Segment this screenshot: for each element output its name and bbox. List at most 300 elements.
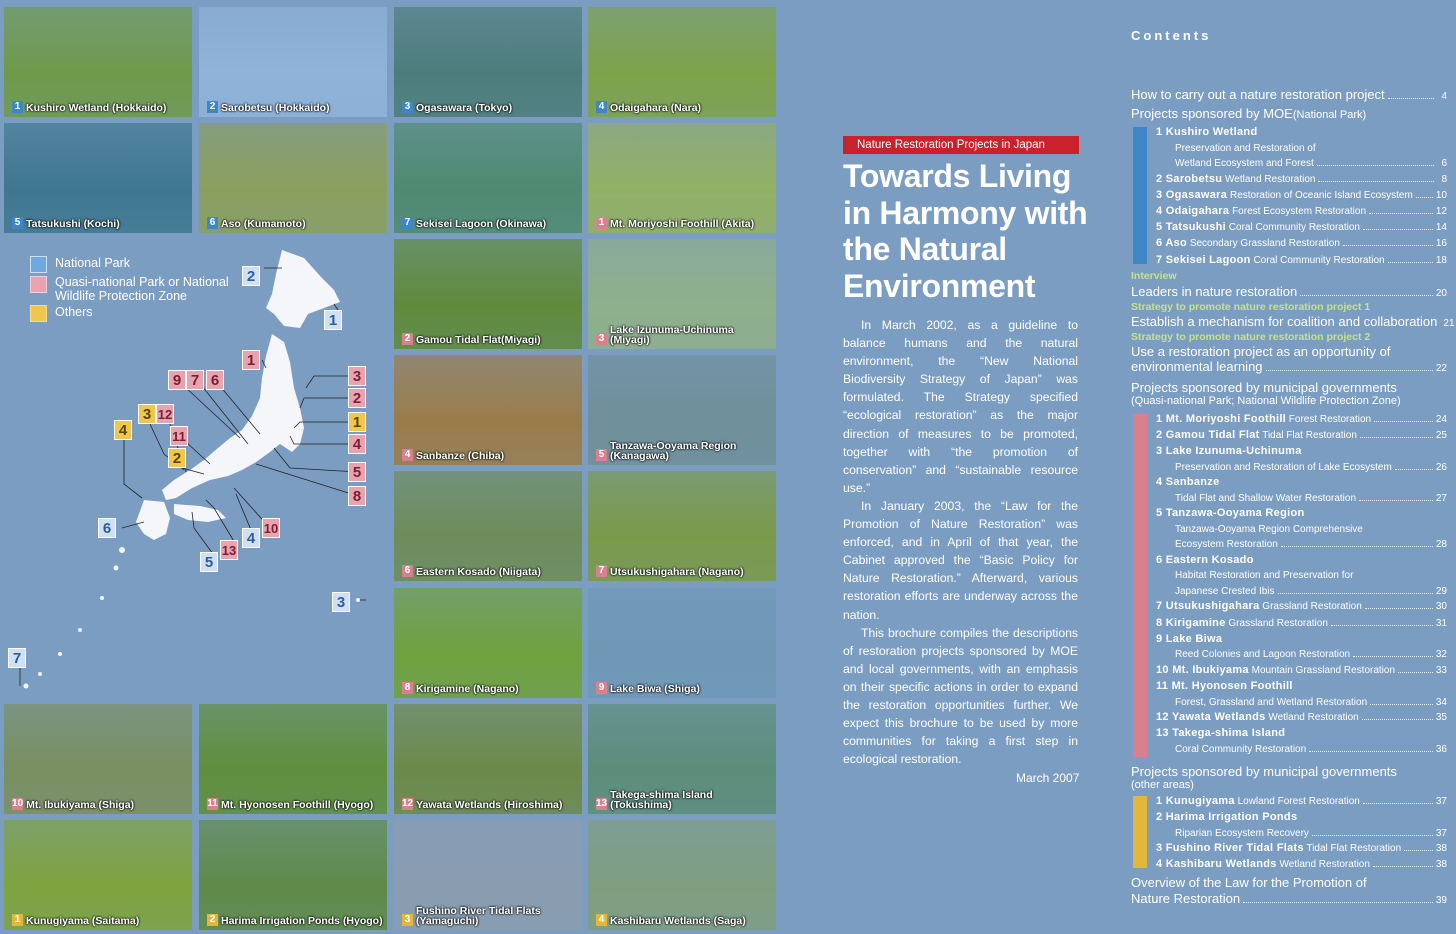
toc-text: Projects sponsored by MOE bbox=[1131, 106, 1293, 121]
toc-item-name: 6 Eastern Kosado bbox=[1156, 553, 1254, 566]
photo-caption bbox=[596, 790, 772, 810]
intro-paragraph: In January 2003, the “Law for the Promotion of Nature Restoration” was enforced, and in April of that year, the Cabinet approved the “Basic Policy for Nature Restoration.” Afterward, various restoration efforts are underway across the nation. bbox=[843, 498, 1078, 622]
toc-page: 10 bbox=[1435, 189, 1447, 201]
toc-leader bbox=[1312, 835, 1433, 836]
toc-row bbox=[1131, 678, 1447, 692]
legend-national-park bbox=[30, 256, 130, 273]
photo-label: Mt. Hyonosen Foothill (Hyogo) bbox=[221, 799, 374, 811]
toc-item-desc: Reed Colonies and Lagoon Restoration bbox=[1175, 649, 1351, 661]
toc-row bbox=[1131, 299, 1447, 313]
map-marker: 1 bbox=[348, 412, 366, 432]
legend-swatch bbox=[30, 305, 47, 322]
photo-number-badge: 8 bbox=[402, 682, 413, 694]
photo-tile bbox=[588, 7, 776, 117]
toc-leader bbox=[1388, 262, 1433, 263]
toc-item-desc: Lowland Forest Restoration bbox=[1234, 796, 1360, 807]
photo-tile bbox=[588, 704, 776, 814]
toc-row bbox=[1131, 171, 1447, 185]
toc-row bbox=[1131, 105, 1447, 121]
photo-caption bbox=[12, 217, 188, 229]
toc-text: environmental learning bbox=[1131, 359, 1263, 374]
toc-leader bbox=[1318, 181, 1434, 182]
photo-number-badge: 6 bbox=[207, 217, 218, 229]
map-marker: 7 bbox=[8, 648, 26, 668]
map-marker: 12 bbox=[156, 404, 174, 424]
photo-tile bbox=[588, 588, 776, 698]
photo-caption bbox=[207, 101, 383, 113]
toc-page: 27 bbox=[1435, 492, 1447, 504]
toc-item-desc: Forest, Grassland and Wetland Restoration bbox=[1175, 696, 1368, 708]
photo-label: Kashibaru Wetlands (Saga) bbox=[610, 915, 746, 927]
toc-row bbox=[1131, 140, 1447, 154]
photo-caption bbox=[207, 217, 383, 229]
toc-item-desc: Wetland Restoration bbox=[1222, 173, 1316, 185]
toc-label: Interview bbox=[1131, 270, 1177, 282]
toc-leader bbox=[1395, 469, 1433, 470]
photo-label: Tatsukushi (Kochi) bbox=[26, 218, 120, 230]
toc-text: How to carry out a nature restoration project bbox=[1131, 87, 1385, 102]
toc-row bbox=[1131, 709, 1447, 723]
toc-row bbox=[1131, 268, 1447, 282]
toc-page: 38 bbox=[1435, 859, 1447, 871]
photo-number-badge: 3 bbox=[402, 914, 413, 926]
toc-item bbox=[1156, 445, 1302, 457]
toc-item-name: 13 Takega-shima Island bbox=[1156, 727, 1286, 740]
toc-row bbox=[1131, 474, 1447, 488]
photo-tile bbox=[588, 471, 776, 581]
toc-page: 22 bbox=[1435, 363, 1447, 374]
toc-row bbox=[1131, 646, 1447, 660]
photo-label: Sarobetsu (Hokkaido) bbox=[221, 102, 330, 114]
legend-swatch bbox=[30, 256, 47, 273]
toc-item-name: 4 Kashibaru Wetlands bbox=[1156, 858, 1277, 871]
toc-leader bbox=[1331, 625, 1433, 626]
photo-number-badge: 10 bbox=[12, 798, 24, 809]
toc-page: 38 bbox=[1435, 843, 1447, 855]
photo-tile bbox=[4, 820, 192, 930]
toc-item bbox=[1156, 600, 1362, 612]
toc-item-name: 11 Mt. Hyonosen Foothill bbox=[1156, 680, 1293, 692]
map-marker: 8 bbox=[348, 486, 366, 506]
toc-item bbox=[1156, 237, 1340, 249]
photo-caption bbox=[596, 565, 772, 577]
photo-number-badge: 11 bbox=[207, 798, 218, 809]
toc-item bbox=[1156, 664, 1395, 676]
toc-item-name: 3 Lake Izunuma-Uchinuma bbox=[1156, 445, 1302, 458]
photo-tile bbox=[588, 820, 776, 930]
toc-page: 30 bbox=[1435, 601, 1447, 613]
toc-row bbox=[1131, 358, 1447, 374]
toc-item bbox=[1156, 554, 1254, 566]
toc-label: Strategy to promote nature restoration project 2 bbox=[1131, 331, 1371, 343]
toc-row bbox=[1131, 490, 1447, 504]
toc-leader bbox=[1360, 437, 1433, 438]
toc-leader bbox=[1243, 902, 1433, 903]
photo-number-badge: 2 bbox=[207, 101, 218, 113]
toc-item bbox=[1156, 507, 1305, 519]
toc-item-desc: Coral Community Restoration bbox=[1250, 254, 1385, 266]
photo-number-badge: 12 bbox=[402, 798, 414, 809]
toc-item-desc: Wetland Restoration bbox=[1265, 712, 1359, 723]
toc-item bbox=[1156, 811, 1297, 823]
toc-item-desc: Grassland Restoration bbox=[1259, 601, 1362, 613]
toc-item-desc: Tanzawa-Ooyama Region Comprehensive bbox=[1175, 523, 1363, 535]
photo-tile bbox=[394, 123, 582, 233]
photo-number-badge: 7 bbox=[402, 217, 413, 229]
toc-leader bbox=[1343, 245, 1433, 246]
toc-leader bbox=[1363, 229, 1433, 230]
toc-row bbox=[1131, 809, 1447, 823]
photo-tile bbox=[394, 239, 582, 349]
toc-row bbox=[1131, 631, 1447, 645]
toc-leader bbox=[1388, 98, 1434, 99]
toc-item bbox=[1156, 858, 1370, 870]
photo-caption bbox=[596, 217, 772, 229]
toc-leader bbox=[1317, 165, 1434, 166]
toc-item bbox=[1156, 189, 1413, 201]
toc-row bbox=[1131, 856, 1447, 870]
toc-category-bar bbox=[1133, 414, 1147, 757]
toc-page: 31 bbox=[1435, 617, 1447, 629]
map-marker: 5 bbox=[348, 462, 366, 482]
map-marker: 5 bbox=[200, 552, 218, 572]
toc-item bbox=[1156, 413, 1371, 425]
toc-leader bbox=[1300, 295, 1433, 296]
toc-item-desc: Coral Community Restoration bbox=[1226, 222, 1360, 234]
toc-note: (Quasi-national Park; National Wildlife Protection Zone) bbox=[1131, 395, 1401, 407]
toc-leader bbox=[1359, 500, 1433, 501]
photo-tile bbox=[394, 820, 582, 930]
toc-row bbox=[1131, 874, 1447, 890]
toc-item bbox=[1156, 126, 1257, 138]
toc-leader bbox=[1374, 421, 1433, 422]
toc-text: Nature Restoration bbox=[1131, 891, 1241, 906]
map-marker: 7 bbox=[186, 370, 204, 390]
toc-page: 18 bbox=[1435, 254, 1447, 266]
toc-item-desc: Forest Restoration bbox=[1286, 414, 1372, 425]
intro-paragraph: In March 2002, as a guideline to balance humans and the natural environment, the “New National Biodiversity Strategy of Japan” was formulated. The Strategy specified “ecological restoration” as the major direction of measures to be promoted, together with “the promotion of conservation” and “sustainable resource use.” bbox=[843, 318, 1078, 495]
toc-category-bar bbox=[1133, 796, 1147, 868]
photo-caption bbox=[596, 101, 772, 113]
photo-number-badge: 4 bbox=[596, 101, 607, 113]
page-title: Towards Living in Harmony with the Natural Environment bbox=[843, 158, 1088, 304]
map-marker: 6 bbox=[206, 370, 224, 390]
photo-label: Mt. Moriyoshi Foothill (Akita) bbox=[610, 218, 755, 230]
legend-others bbox=[30, 305, 93, 322]
toc-item-name: 4 Odaigahara bbox=[1156, 204, 1230, 217]
photo-label: Eastern Kosado (Niigata) bbox=[416, 566, 541, 578]
photo-tile bbox=[199, 7, 387, 117]
map-marker: 3 bbox=[138, 404, 156, 424]
map-marker: 3 bbox=[332, 592, 350, 612]
toc-row bbox=[1131, 393, 1447, 407]
toc-item-name: 7 Sekisei Lagoon bbox=[1156, 253, 1251, 266]
toc-row bbox=[1131, 840, 1447, 854]
toc-page: 8 bbox=[1441, 173, 1447, 185]
photo-number-badge: 13 bbox=[596, 798, 608, 809]
photo-number-badge: 5 bbox=[12, 217, 23, 229]
toc-item-desc: Coral Community Restoration bbox=[1175, 743, 1307, 755]
toc-text: Projects sponsored by municipal governments bbox=[1131, 764, 1397, 779]
toc-label: Strategy to promote nature restoration project 1 bbox=[1131, 301, 1371, 313]
map-marker: 13 bbox=[220, 540, 238, 560]
photo-caption bbox=[596, 914, 772, 926]
toc-page: 39 bbox=[1435, 895, 1447, 906]
toc-page: 14 bbox=[1435, 222, 1447, 234]
toc-item-desc: Mountain Grassland Restoration bbox=[1248, 664, 1396, 676]
photo-number-badge: 3 bbox=[596, 333, 607, 345]
photo-caption bbox=[402, 906, 578, 926]
toc-item bbox=[1156, 173, 1315, 185]
toc-note: (other areas) bbox=[1131, 779, 1194, 791]
toc-page: 37 bbox=[1435, 796, 1447, 807]
photo-label: Odaigahara (Nara) bbox=[610, 102, 702, 114]
map-marker: 4 bbox=[242, 528, 260, 548]
toc-item-desc: Tidal Flat Restoration bbox=[1259, 430, 1357, 442]
toc-item bbox=[1156, 254, 1385, 266]
map-marker: 2 bbox=[348, 388, 366, 408]
toc-item-desc: Habitat Restoration and Preservation for bbox=[1175, 570, 1354, 582]
toc-leader bbox=[1353, 656, 1433, 657]
toc-row bbox=[1131, 567, 1447, 581]
toc-item-name: 10 Mt. Ibukiyama bbox=[1156, 663, 1249, 676]
toc-row bbox=[1131, 598, 1447, 612]
toc-text: Overview of the Law for the Promotion of bbox=[1131, 875, 1367, 890]
toc-page: 6 bbox=[1441, 158, 1447, 169]
toc-item-desc: Preservation and Restoration of Lake Ecosystem bbox=[1175, 461, 1392, 473]
toc-row bbox=[1131, 203, 1447, 217]
toc-page: 33 bbox=[1435, 664, 1447, 676]
photo-number-badge: 1 bbox=[12, 101, 23, 113]
toc-row bbox=[1131, 694, 1447, 708]
toc-item bbox=[1156, 617, 1328, 629]
toc-item-desc: Restoration of Oceanic Island Ecosystem bbox=[1227, 189, 1413, 201]
photo-caption bbox=[596, 682, 772, 694]
section-tag: Nature Restoration Projects in Japan bbox=[843, 136, 1079, 154]
toc-leader bbox=[1266, 370, 1433, 371]
toc-leader bbox=[1416, 197, 1433, 198]
toc-category-bar bbox=[1133, 127, 1147, 264]
toc-item bbox=[1156, 727, 1285, 739]
photo-tile bbox=[199, 123, 387, 233]
intro-text bbox=[843, 316, 1078, 768]
photo-number-badge: 6 bbox=[402, 565, 413, 577]
map-marker: 4 bbox=[348, 434, 366, 454]
toc-item-name: 2 Sarobetsu bbox=[1156, 172, 1223, 185]
photo-label: Kushiro Wetland (Hokkaido) bbox=[26, 102, 167, 114]
toc-row bbox=[1131, 521, 1447, 535]
toc-page: 21 bbox=[1443, 318, 1455, 329]
toc-row bbox=[1131, 662, 1447, 676]
toc-item bbox=[1156, 633, 1222, 645]
photo-caption bbox=[402, 565, 578, 577]
toc-item-desc: Tidal Flat Restoration bbox=[1303, 843, 1402, 855]
toc-item-name: 3 Fushino River Tidal Flats bbox=[1156, 842, 1304, 855]
toc-text: Projects sponsored by municipal governments bbox=[1131, 380, 1397, 395]
toc-row bbox=[1131, 155, 1447, 169]
toc-leader bbox=[1373, 866, 1433, 867]
photo-number-badge: 9 bbox=[596, 682, 607, 694]
photo-number-badge: 4 bbox=[402, 449, 413, 461]
photo-caption bbox=[12, 914, 188, 926]
toc-item bbox=[1156, 842, 1401, 854]
photo-number-badge: 1 bbox=[12, 914, 23, 926]
legend-label: Others bbox=[55, 305, 93, 319]
toc-item bbox=[1156, 680, 1293, 692]
photo-tile bbox=[588, 123, 776, 233]
toc-note: (National Park) bbox=[1292, 109, 1367, 121]
photo-number-badge: 4 bbox=[596, 914, 607, 926]
toc-row bbox=[1131, 124, 1447, 138]
photo-tile bbox=[394, 471, 582, 581]
contents-heading: Contents bbox=[1131, 28, 1212, 43]
toc-row bbox=[1131, 459, 1447, 473]
photo-label: Kirigamine (Nagano) bbox=[416, 683, 519, 695]
photo-number-badge: 7 bbox=[596, 565, 607, 577]
photo-label: Ogasawara (Tokyo) bbox=[416, 102, 513, 114]
toc-page: 32 bbox=[1435, 649, 1447, 661]
toc-text: Establish a mechanism for coalition and collaboration bbox=[1131, 314, 1438, 329]
toc-leader bbox=[1281, 546, 1433, 547]
toc-row bbox=[1131, 427, 1447, 441]
photo-label: Lake Izunuma-Uchinuma (Miyagi) bbox=[610, 324, 734, 346]
photo-number-badge: 2 bbox=[402, 333, 413, 345]
photo-tile bbox=[199, 820, 387, 930]
photo-tile bbox=[394, 704, 582, 814]
photo-caption bbox=[402, 682, 578, 694]
toc-item-name: 2 Harima Irrigation Ponds bbox=[1156, 811, 1298, 824]
toc-row bbox=[1131, 343, 1447, 359]
map-marker: 1 bbox=[324, 310, 342, 330]
map-marker: 4 bbox=[114, 420, 132, 440]
photo-caption bbox=[402, 101, 578, 113]
photo-label: Utsukushigahara (Nagano) bbox=[610, 566, 744, 578]
toc-leader bbox=[1365, 608, 1433, 609]
toc-leader bbox=[1278, 593, 1433, 594]
photo-label: Kunugiyama (Saitama) bbox=[26, 915, 140, 927]
toc-item-desc: Tidal Flat and Shallow Water Restoration bbox=[1175, 492, 1357, 504]
toc-row bbox=[1131, 329, 1447, 343]
toc-item-name: 3 Ogasawara bbox=[1156, 188, 1228, 201]
photo-label: Gamou Tidal Flat(Miyagi) bbox=[416, 334, 541, 346]
map-marker: 11 bbox=[170, 426, 188, 446]
map-marker: 9 bbox=[168, 370, 186, 390]
toc-item-desc: Japanese Crested Ibis bbox=[1175, 585, 1275, 597]
photo-label: Mt. Ibukiyama (Shiga) bbox=[26, 799, 135, 811]
legend-label: Quasi-national Park or National Wildlife Protection Zone bbox=[55, 275, 229, 303]
toc-row bbox=[1131, 615, 1447, 629]
toc-item bbox=[1156, 795, 1360, 807]
toc-item-name: 6 Aso bbox=[1156, 237, 1188, 250]
map-marker: 1 bbox=[242, 350, 260, 370]
photo-caption bbox=[207, 798, 383, 810]
toc-row bbox=[1131, 777, 1447, 791]
map-marker: 3 bbox=[348, 366, 366, 386]
toc-row bbox=[1131, 86, 1447, 102]
toc-item-desc: Preservation and Restoration of bbox=[1175, 142, 1316, 154]
toc-row bbox=[1131, 411, 1447, 425]
toc-page: 29 bbox=[1435, 585, 1447, 597]
toc-item-name: 12 Yawata Wetlands bbox=[1156, 711, 1266, 723]
toc-row bbox=[1131, 890, 1447, 906]
photo-caption bbox=[207, 914, 383, 926]
photo-label: Harima Irrigation Ponds (Hyogo) bbox=[221, 915, 383, 927]
toc-item-desc: Forest Ecosystem Restoration bbox=[1229, 205, 1367, 217]
toc-item bbox=[1156, 221, 1360, 233]
toc-text: Use a restoration project as an opportunity of bbox=[1131, 344, 1391, 359]
photo-tile bbox=[394, 588, 582, 698]
toc-row bbox=[1131, 583, 1447, 597]
toc-leader bbox=[1363, 803, 1433, 804]
toc-row bbox=[1131, 825, 1447, 839]
photo-caption bbox=[402, 798, 578, 810]
toc-item-name: 5 Tatsukushi bbox=[1156, 221, 1227, 234]
photo-tile bbox=[588, 239, 776, 349]
intro-paragraph: This brochure compiles the descriptions of restoration projects sponsored by MOE and local governments, with an emphasis on their specific actions in order to expand the restoration opportunities further. We expect this brochure to be used by more communities for taking a first step in ecological restoration. bbox=[843, 625, 1078, 767]
toc-item-name: 4 Sanbanze bbox=[1156, 476, 1220, 489]
toc-item-name: 2 Gamou Tidal Flat bbox=[1156, 429, 1260, 442]
toc-item-desc: Ecosystem Restoration bbox=[1175, 539, 1278, 551]
photo-tile bbox=[394, 7, 582, 117]
toc-leader bbox=[1362, 719, 1433, 720]
toc-row bbox=[1131, 793, 1447, 807]
photo-caption bbox=[596, 325, 772, 345]
photo-label: Tanzawa-Ooyama Region (Kanagawa) bbox=[610, 440, 737, 462]
map-marker: 2 bbox=[168, 448, 186, 468]
photo-number-badge: 1 bbox=[596, 217, 607, 229]
toc-leader bbox=[1370, 704, 1433, 705]
map-marker: 6 bbox=[98, 518, 116, 538]
photo-tile bbox=[4, 704, 192, 814]
photo-tile bbox=[4, 7, 192, 117]
toc-item-desc: Riparian Ecosystem Recovery bbox=[1175, 827, 1309, 839]
toc-item-name: 1 Mt. Moriyoshi Foothill bbox=[1156, 413, 1287, 425]
photo-label: Sekisei Lagoon (Okinawa) bbox=[416, 218, 547, 230]
toc-page: 37 bbox=[1435, 827, 1447, 839]
photo-label: Lake Biwa (Shiga) bbox=[610, 683, 700, 695]
toc-page: 36 bbox=[1435, 743, 1447, 755]
photo-label: Yawata Wetlands (Hiroshima) bbox=[416, 799, 563, 811]
photo-caption bbox=[12, 101, 188, 113]
toc-page: 16 bbox=[1435, 238, 1447, 250]
toc-item bbox=[1156, 429, 1357, 441]
photo-label: Sanbanze (Chiba) bbox=[416, 450, 505, 462]
photo-caption bbox=[12, 798, 188, 810]
photo-number-badge: 5 bbox=[596, 449, 607, 461]
toc-row bbox=[1131, 283, 1447, 299]
toc-item-name: 7 Utsukushigahara bbox=[1156, 600, 1260, 613]
photo-caption bbox=[596, 441, 772, 461]
photo-label: Takega-shima Island (Tokushima) bbox=[610, 789, 713, 811]
legend-label: National Park bbox=[55, 256, 131, 270]
photo-tile bbox=[588, 355, 776, 465]
toc-item bbox=[1156, 205, 1366, 217]
photo-caption bbox=[402, 217, 578, 229]
publish-date: March 2007 bbox=[1016, 771, 1080, 785]
toc-leader bbox=[1369, 213, 1433, 214]
photo-label: Aso (Kumamoto) bbox=[221, 218, 306, 230]
toc-page: 35 bbox=[1435, 712, 1447, 723]
toc-item-desc: Wetland Restoration bbox=[1276, 859, 1370, 871]
map-marker: 10 bbox=[262, 518, 280, 538]
toc-row bbox=[1131, 741, 1447, 755]
toc-row bbox=[1131, 505, 1447, 519]
toc-item-name: 9 Lake Biwa bbox=[1156, 632, 1223, 645]
toc-page: 12 bbox=[1435, 205, 1447, 217]
toc-leader bbox=[1404, 850, 1433, 851]
toc-page: 34 bbox=[1435, 696, 1447, 708]
toc-row bbox=[1131, 443, 1447, 457]
